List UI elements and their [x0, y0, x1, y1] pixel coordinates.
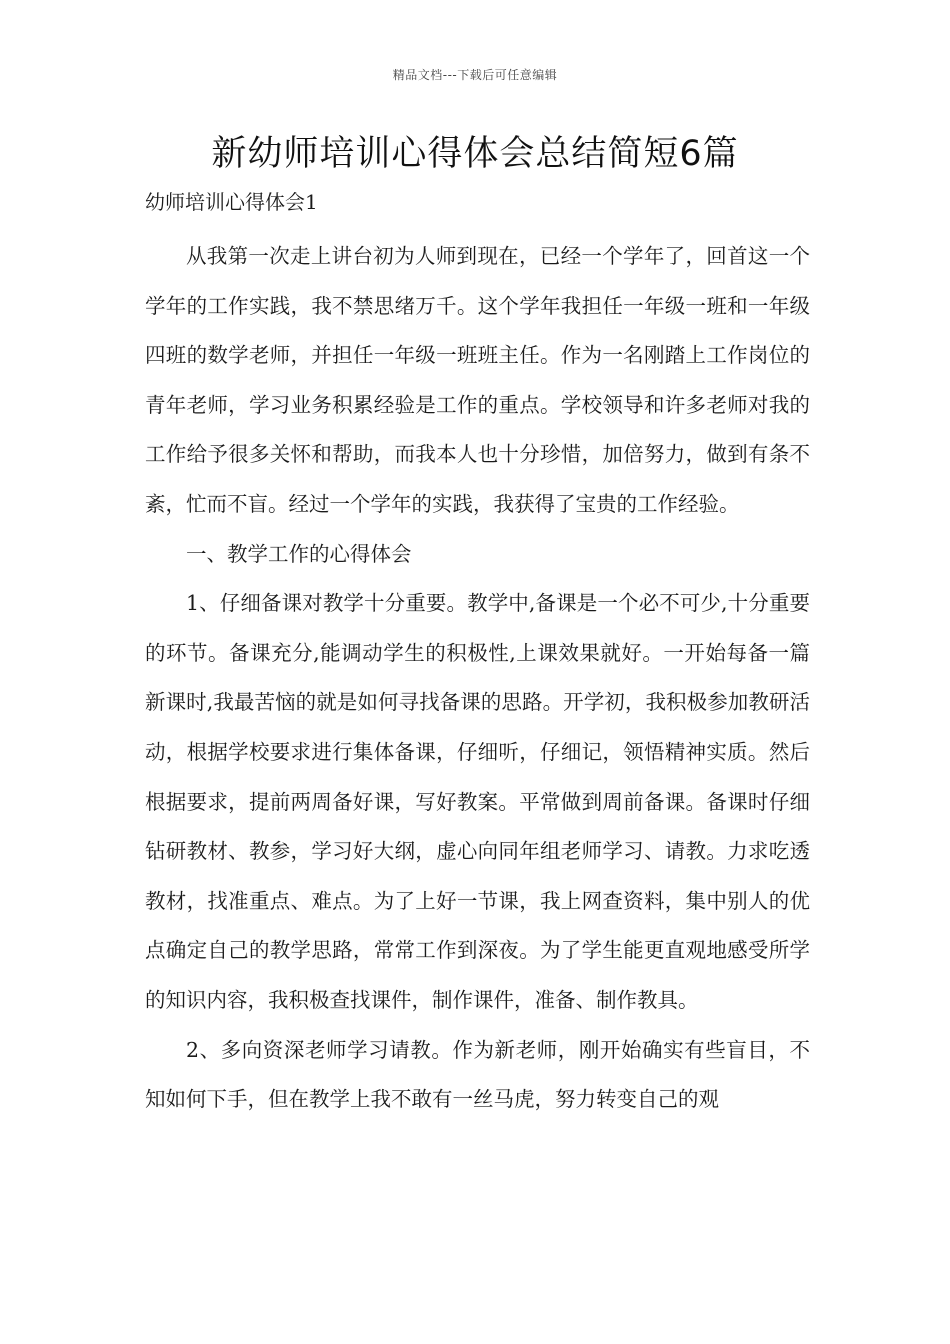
section-title: 幼师培训心得体会1 [145, 190, 318, 214]
header-note: 精品文档---下载后可任意编辑 [392, 68, 558, 82]
document-title: 新幼师培训心得体会总结简短6篇 [211, 134, 739, 174]
paragraph: 一、教学工作的心得体会 [186, 541, 412, 566]
paragraph: 从我第一次走上讲台初为人师到现在，已经一个学年了，回首这一个学年的工作实践，我不禁思绪万千。这个学年我担任一年级一班和一年级四班的数学老师，并担任一年级一班班主任。作为一名刚踏上工作岗位的青年老师，学习业务积累经验是工作的重点。学校领导和许多老师对我的工作给予很多关怀和帮助，而我本人也十分珍惜，加倍努力，做到有条不紊，忙而不盲。经过一个学年的实践，我获得了宝贵的工作经验。 [145, 244, 810, 516]
paragraph: 1、仔细备课对教学十分重要。教学中,备课是一个必不可少,十分重要的环节。备课充分,能调动学生的积极性,上课效果就好。一开始每备一篇新课时,我最苦恼的就是如何寻找备课的思路。开学初，我积极参加教研活动，根据学校要求进行集体备课，仔细听，仔细记，领悟精神实质。然后根据要求，提前两周备好课，写好教案。平常做到周前备课。备课时仔细钻研教材、教参，学习好大纲，虚心向同年组老师学习、请教。力求吃透教材，找准重点、难点。为了上好一节课，我上网查资料，集中别人的优点确定自己的教学思路，常常工作到深夜。为了学生能更直观地感受所学的知识内容，我积极查找课件，制作课件，准备、制作教具。 [145, 591, 810, 1012]
paragraph: 2、多向资深老师学习请教。作为新老师，刚开始确实有些盲目，不知如何下手，但在教学上我不敢有一丝马虎，努力转变自己的观 [145, 1037, 810, 1112]
body-text [145, 232, 810, 1125]
